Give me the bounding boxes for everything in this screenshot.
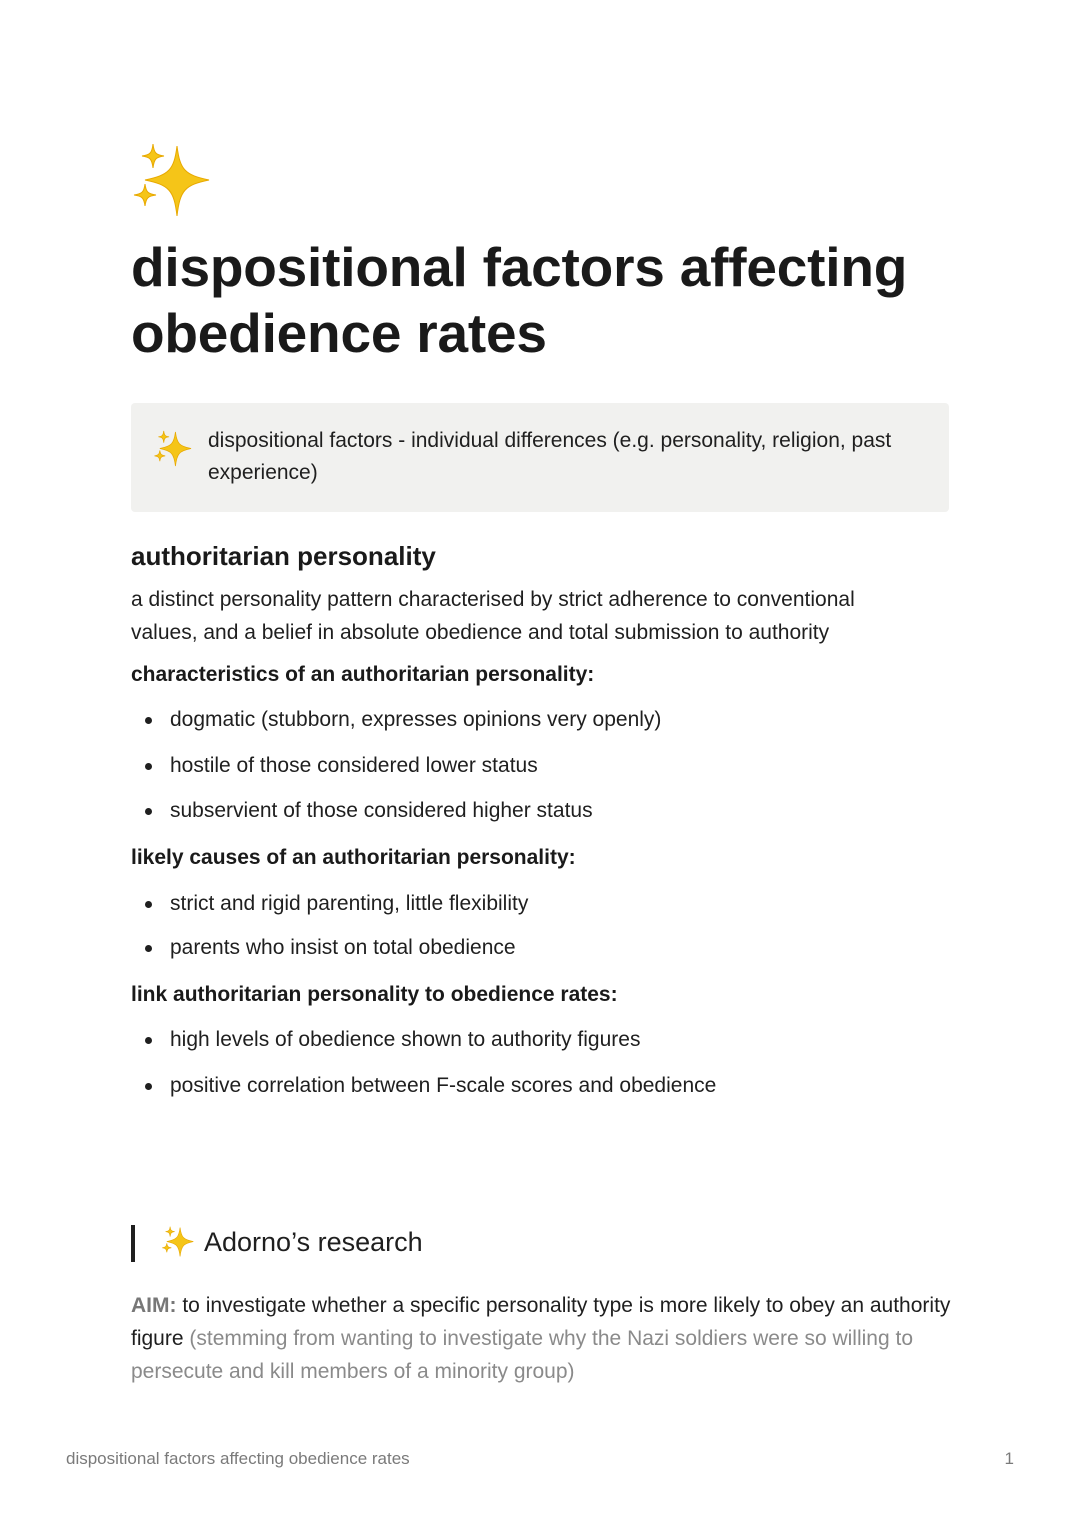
page-number: 1 — [1004, 1449, 1014, 1468]
bullet-dot — [145, 808, 152, 815]
definition-text: a distinct personality pattern characterised by strict adherence to conventional values, and a belief in absolute obedience and total submission to authority — [131, 588, 855, 644]
aim-note: (stemming from wanting to investigate why the Nazi soldiers were so willing to persecute and kill members of a minority group) — [131, 1327, 914, 1383]
quote-bar — [131, 1225, 135, 1262]
aim-text: to investigate whether a specific personality type is more likely to obey an authority figure — [131, 1294, 951, 1350]
sparkles-icon — [131, 140, 213, 222]
section-heading: authoritarian personality — [131, 541, 436, 571]
list-item-text: strict and rigid parenting, little flexibility — [170, 892, 529, 915]
aim-label: AIM: — [131, 1294, 177, 1317]
bullet-dot — [145, 1037, 152, 1044]
bullet-dot — [145, 763, 152, 770]
bullet-dot — [145, 945, 152, 952]
list-item-text: dogmatic (stubborn, expresses opinions very openly) — [170, 708, 662, 731]
link-label: link authoritarian personality to obedience rates: — [131, 983, 618, 1006]
list-item-text: subservient of those considered higher status — [170, 799, 593, 822]
page-title: dispositional factors affecting obedience rates — [131, 236, 908, 364]
list-item-text: positive correlation between F-scale scores and obedience — [170, 1074, 717, 1097]
bullet-dot — [145, 1083, 152, 1090]
list-item-text: hostile of those considered lower status — [170, 754, 538, 777]
footer-title: dispositional factors affecting obedience rates — [66, 1449, 410, 1468]
sparkles-icon — [161, 1225, 195, 1259]
bullet-dot — [145, 717, 152, 724]
bullet-dot — [145, 901, 152, 908]
sparkles-icon — [153, 429, 193, 469]
aim-paragraph — [131, 1289, 951, 1388]
callout-box — [131, 403, 949, 512]
characteristics-label: characteristics of an authoritarian personality: — [131, 663, 595, 686]
callout-text: dispositional factors - individual differences (e.g. personality, religion, past experience) — [208, 429, 892, 484]
causes-label: likely causes of an authoritarian personality: — [131, 846, 576, 869]
list-item-text: parents who insist on total obedience — [170, 936, 516, 959]
list-item-text: high levels of obedience shown to authority figures — [170, 1028, 641, 1051]
research-heading: Adorno’s research — [204, 1227, 423, 1257]
